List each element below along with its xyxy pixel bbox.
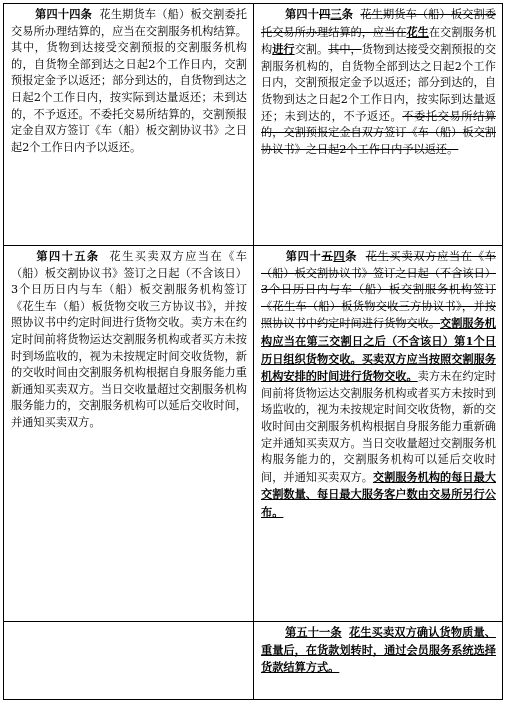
inserted-text: 花生: [406, 24, 429, 39]
deleted-text: 花生期货车（船）板交割委托交易所办理结算的，应当在: [261, 8, 496, 39]
article-number: 第四十四条: [35, 7, 92, 21]
article-number: 第四十四三条: [285, 7, 353, 21]
table-row: [4, 622, 503, 700]
revised-clause-51: [254, 622, 503, 700]
article-number: 第五十一条: [285, 625, 342, 639]
deleted-text: 其中，: [328, 43, 362, 57]
article-number: 第四十五条: [35, 249, 100, 263]
inserted-text: 花生买卖双方确认货物质量、重量后，在货款划转时，通过会员服务系统选择货款结算方式。: [261, 625, 496, 675]
inserted-text: 交割服务机构的每日最大交割数量、每日最大服务客户数由交易所另行公布。: [261, 469, 496, 519]
original-clause-45: [4, 246, 254, 622]
clause-text: 交割。: [294, 43, 329, 57]
clause-text: 花生买卖双方应当在《车（船）板交割协议书》签订之日起（不含该日）3个日历日内与车（船）板交割服务机构签订《花生车（船）板货物交收三方协议书》，并按照协议书中约定时间进行货物交收。卖方未在约定时间前将货物运达交割服务机构或者买方未按时到场监收的，视为未按规定时间交收货物，新的交收时间由交割服务机构根据自身服务能力重新通知买卖双方。当日交收量超过交割服务机构服务能力的，交割服务机构可以延后交收时间，并通知买卖双方。: [11, 250, 247, 429]
revised-clause-44: [254, 246, 503, 622]
clause-text: 卖方未在约定时间前将货物运达交割服务机构或者买方未按时到场监收的，视为未按规定时间交收货物，新的交收时间由交割服务机构根据自身服务能力重新确定并通知买卖双方。当日交收量超过交割服务机构服务能力的，交割服务机构可以延后交收时间，并通知买卖双方。: [261, 370, 496, 484]
original-clause-empty: [4, 622, 254, 700]
revised-clause-43: [254, 4, 503, 246]
article-number: 第四十五四条: [285, 249, 358, 263]
clause-text: 花生期货车（船）板交割委托交易所办理结算的，应当在交割服务机构结算。其中，货物到达接受交割预报的交割服务机构的，自货物全部到达之日起2个工作日内，交割预报定金予以返还；部分到达的，自货物到达之日起2个工作日内，按实际到达量返还；未到达的，不予返还。不委托交易所结算的，交割预报定金自双方签订《车（船）板交割协议书》之日起2个工作日内予以返还。: [11, 8, 247, 154]
deleted-text: 花生买卖双方应当在《车（船）板交割协议书》签订之日起（不含该日）3个日历日内与车（船）板交割服务机构签订《花生车（船）板货物交收三方协议书》，并按照协议书中约定时间进行货物交收。: [261, 250, 496, 331]
inserted-text: 进行: [272, 42, 295, 57]
inserted-text: 交割服务机构应当在第三交割日之后（不含该日）第1个日历日组织货物交收。买卖双方应当按照交割服务机构安排的时间进行货物交收。: [261, 316, 496, 384]
table-row: [4, 4, 503, 246]
clause-text: 在交割服务机构: [261, 25, 496, 57]
comparison-table: [3, 3, 503, 700]
table-row: [4, 246, 503, 622]
clause-text: 货物到达接受交割预报的交割服务机构的，自货物全部到达之日起2个工作日内，交割预报定金予以返还；部分到达的，自货物到达之日起2个工作日内，按实际到达量返还；未到达的，不予返还。: [261, 43, 497, 123]
original-clause-44: [4, 4, 254, 246]
deleted-text: 不委托交易所结算的，交割预报定金自双方签订《车（船）板交割协议书》之日起2个工作日内予以返还。: [261, 109, 496, 156]
